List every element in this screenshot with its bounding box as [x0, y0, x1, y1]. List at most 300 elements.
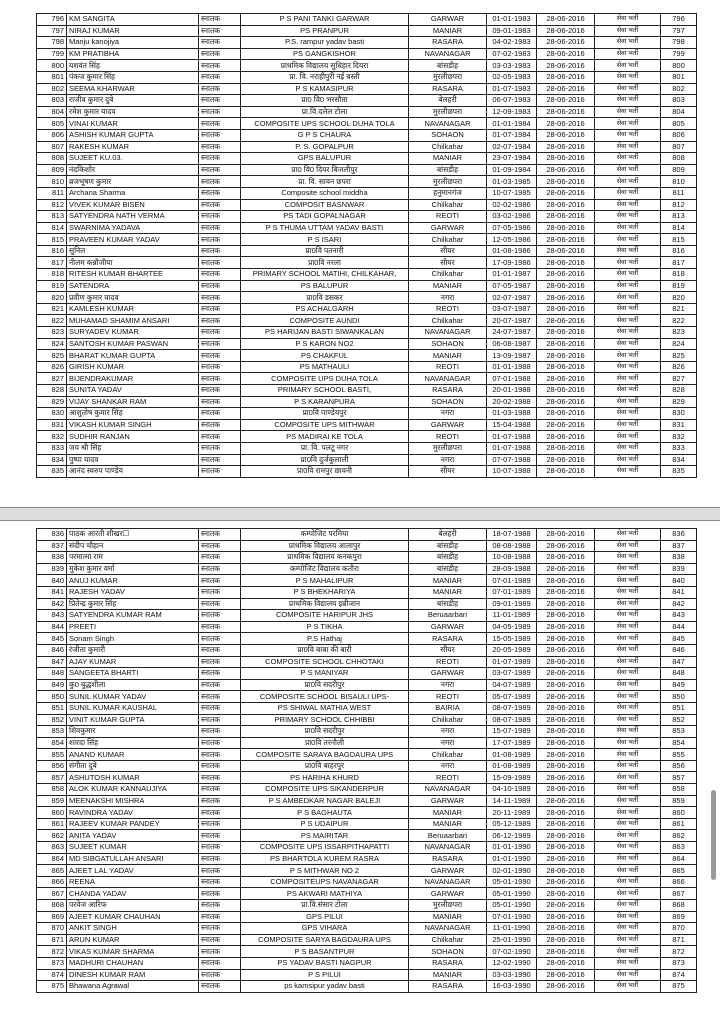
appointment-type-cell: सेवा भर्ती: [595, 211, 661, 223]
school-name-cell: COMPOSITE UPS MITHWAR: [241, 419, 409, 431]
birth-date-cell: 15-04-1988: [487, 419, 537, 431]
teacher-name-cell: रंजीता कुमारी: [67, 644, 199, 656]
qualification-cell: स्नातक: [199, 888, 241, 900]
qualification-cell: स्नातक: [199, 141, 241, 153]
serial-number-cell: 870: [37, 923, 67, 935]
school-name-cell: प्रा.वि.संसार टोला: [241, 900, 409, 912]
qualification-cell: स्नातक: [199, 164, 241, 176]
serial-number-cell: 853: [37, 726, 67, 738]
birth-date-cell: 01-01-1987: [487, 269, 537, 281]
table-row: [37, 14, 697, 26]
appointment-date-cell: 28-06-2016: [537, 60, 595, 72]
school-name-cell: प्रा0 वि0 भरसौता: [241, 95, 409, 107]
block-name-cell: Chilkahar: [409, 714, 487, 726]
serial-number-cell: 867: [37, 888, 67, 900]
block-name-cell: RASARA: [409, 385, 487, 397]
block-name-cell: NAVANAGAR: [409, 373, 487, 385]
birth-date-cell: 05-12-1989: [487, 818, 537, 830]
teacher-name-cell: SEEMA KHARWAR: [67, 83, 199, 95]
teacher-name-cell: NIRAJ KUMAR: [67, 25, 199, 37]
rank-number-cell: 856: [661, 760, 697, 772]
rank-number-cell: 822: [661, 315, 697, 327]
serial-number-cell: 810: [37, 176, 67, 188]
block-name-cell: Chilkahar: [409, 234, 487, 246]
table-row: [37, 540, 697, 552]
qualification-cell: स्नातक: [199, 702, 241, 714]
block-name-cell: Beruaarbari: [409, 610, 487, 622]
appointment-type-cell: सेवा भर्ती: [595, 529, 661, 541]
table-row: [37, 830, 697, 842]
block-name-cell: MANIAR: [409, 586, 487, 598]
block-name-cell: Chilkahar: [409, 749, 487, 761]
appointment-date-cell: 28-06-2016: [537, 211, 595, 223]
serial-number-cell: 825: [37, 350, 67, 362]
serial-number-cell: 804: [37, 106, 67, 118]
birth-date-cell: 01-01-1983: [487, 14, 537, 26]
table-row: [37, 129, 697, 141]
rank-number-cell: 824: [661, 338, 697, 350]
serial-number-cell: 861: [37, 818, 67, 830]
teacher-name-cell: VINAI KUMAR: [67, 118, 199, 130]
qualification-cell: स्नातक: [199, 338, 241, 350]
serial-number-cell: 875: [37, 981, 67, 993]
table-row: [37, 981, 697, 993]
table-row: [37, 419, 697, 431]
serial-number-cell: 831: [37, 419, 67, 431]
serial-number-cell: 828: [37, 385, 67, 397]
rank-number-cell: 803: [661, 95, 697, 107]
table-row: [37, 338, 697, 350]
appointment-date-cell: 28-06-2016: [537, 900, 595, 912]
qualification-cell: स्नातक: [199, 679, 241, 691]
serial-number-cell: 860: [37, 807, 67, 819]
birth-date-cell: 18-07-1988: [487, 529, 537, 541]
birth-date-cell: 12-02-1990: [487, 957, 537, 969]
appointment-type-cell: सेवा भर्ती: [595, 621, 661, 633]
block-name-cell: RASARA: [409, 981, 487, 993]
appointment-type-cell: सेवा भर्ती: [595, 714, 661, 726]
appointment-type-cell: सेवा भर्ती: [595, 644, 661, 656]
appointment-type-cell: सेवा भर्ती: [595, 106, 661, 118]
serial-number-cell: 827: [37, 373, 67, 385]
serial-number-cell: 868: [37, 900, 67, 912]
teacher-name-cell: Manju kanojiya: [67, 37, 199, 49]
block-name-cell: Chilkahar: [409, 269, 487, 281]
teacher-name-cell: RITESH KUMAR BHARTEE: [67, 269, 199, 281]
block-name-cell: GARWAR: [409, 795, 487, 807]
birth-date-cell: 05-01-1990: [487, 900, 537, 912]
teacher-name-cell: यशवंत सिंह: [67, 60, 199, 72]
school-name-cell: GPS PILUI: [241, 911, 409, 923]
teacher-name-cell: ANITA YADAV: [67, 830, 199, 842]
appointment-date-cell: 28-06-2016: [537, 807, 595, 819]
school-name-cell: P S PILUI: [241, 969, 409, 981]
birth-date-cell: 10-08-1988: [487, 552, 537, 564]
teacher-name-cell: जय श्री सिंह: [67, 442, 199, 454]
appointment-date-cell: 28-06-2016: [537, 888, 595, 900]
appointment-date-cell: 28-06-2016: [537, 466, 595, 478]
block-name-cell: MANIAR: [409, 969, 487, 981]
rank-number-cell: 833: [661, 442, 697, 454]
rank-number-cell: 802: [661, 83, 697, 95]
birth-date-cell: 15-07-1989: [487, 726, 537, 738]
school-name-cell: COMPOSITE SCHOOL BISAULI UPS-: [241, 691, 409, 703]
table-row: [37, 408, 697, 420]
serial-number-cell: 852: [37, 714, 67, 726]
teacher-name-cell: ASHISH KUMAR GUPTA: [67, 129, 199, 141]
table-row: [37, 923, 697, 935]
teacher-name-cell: परमात्मा राम: [67, 552, 199, 564]
rank-number-cell: 830: [661, 408, 697, 420]
qualification-cell: स्नातक: [199, 830, 241, 842]
table-row: [37, 749, 697, 761]
school-name-cell: P S KARANPURA: [241, 396, 409, 408]
teacher-name-cell: Sonam Singh: [67, 633, 199, 645]
rank-number-cell: 868: [661, 900, 697, 912]
appointment-type-cell: सेवा भर्ती: [595, 164, 661, 176]
block-name-cell: MANIAR: [409, 153, 487, 165]
birth-date-cell: 10-07-1988: [487, 466, 537, 478]
school-name-cell: PS HARIHA KHURD: [241, 772, 409, 784]
block-name-cell: BAIRIA: [409, 702, 487, 714]
block-name-cell: नगरा: [409, 679, 487, 691]
table-row: [37, 621, 697, 633]
school-name-cell: PS BALUPUR: [241, 280, 409, 292]
serial-number-cell: 800: [37, 60, 67, 72]
serial-number-cell: 859: [37, 795, 67, 807]
table-row: [37, 280, 697, 292]
block-name-cell: SOHAON: [409, 396, 487, 408]
serial-number-cell: 822: [37, 315, 67, 327]
appointment-type-cell: सेवा भर्ती: [595, 292, 661, 304]
teacher-name-cell: CHANDA YADAV: [67, 888, 199, 900]
table-row: [37, 714, 697, 726]
appointment-type-cell: सेवा भर्ती: [595, 772, 661, 784]
appointment-type-cell: सेवा भर्ती: [595, 911, 661, 923]
school-name-cell: Composite school middha: [241, 187, 409, 199]
birth-date-cell: 14-11-1989: [487, 795, 537, 807]
table-row: [37, 60, 697, 72]
birth-date-cell: 04-05-1989: [487, 621, 537, 633]
appointment-date-cell: 28-06-2016: [537, 552, 595, 564]
appointment-type-cell: सेवा भर्ती: [595, 153, 661, 165]
appointment-type-cell: सेवा भर्ती: [595, 552, 661, 564]
rank-number-cell: 858: [661, 784, 697, 796]
qualification-cell: स्नातक: [199, 350, 241, 362]
birth-date-cell: 07-01-1989: [487, 586, 537, 598]
birth-date-cell: 09-01-1983: [487, 25, 537, 37]
table-row: [37, 691, 697, 703]
table-row: [37, 292, 697, 304]
appointment-date-cell: 28-06-2016: [537, 327, 595, 339]
rank-number-cell: 820: [661, 292, 697, 304]
school-name-cell: P S TIKHA: [241, 621, 409, 633]
teacher-name-cell: Archana Sharma: [67, 187, 199, 199]
birth-date-cell: 03-02-1986: [487, 211, 537, 223]
block-name-cell: बांसडीह: [409, 552, 487, 564]
birth-date-cell: 08-08-1988: [487, 540, 537, 552]
birth-date-cell: 07-01-1988: [487, 373, 537, 385]
teacher-name-cell: RAVINDRA YADAV: [67, 807, 199, 819]
block-name-cell: REOTI: [409, 691, 487, 703]
school-name-cell: PS MATHAULI: [241, 361, 409, 373]
birth-date-cell: 01-07-1983: [487, 83, 537, 95]
appointment-date-cell: 28-06-2016: [537, 668, 595, 680]
school-name-cell: PS MAIRITAR: [241, 830, 409, 842]
serial-number-cell: 817: [37, 257, 67, 269]
appointment-date-cell: 28-06-2016: [537, 373, 595, 385]
birth-date-cell: 07-02-1990: [487, 946, 537, 958]
appointment-type-cell: सेवा भर्ती: [595, 633, 661, 645]
rank-number-cell: 870: [661, 923, 697, 935]
qualification-cell: स्नातक: [199, 714, 241, 726]
birth-date-cell: 09-01-1989: [487, 598, 537, 610]
rank-number-cell: 867: [661, 888, 697, 900]
qualification-cell: स्नातक: [199, 222, 241, 234]
qualification-cell: स्नातक: [199, 853, 241, 865]
qualification-cell: स्नातक: [199, 442, 241, 454]
qualification-cell: स्नातक: [199, 60, 241, 72]
school-name-cell: GPS VIHARA: [241, 923, 409, 935]
appointment-date-cell: 28-06-2016: [537, 818, 595, 830]
appointment-type-cell: सेवा भर्ती: [595, 726, 661, 738]
block-name-cell: MANIAR: [409, 575, 487, 587]
block-name-cell: MANIAR: [409, 280, 487, 292]
table-row: [37, 957, 697, 969]
teacher-name-cell: ANKIT SINGH: [67, 923, 199, 935]
qualification-cell: स्नातक: [199, 373, 241, 385]
serial-number-cell: 815: [37, 234, 67, 246]
table-row: [37, 610, 697, 622]
appointment-type-cell: सेवा भर्ती: [595, 222, 661, 234]
school-name-cell: प्रा0वि बाबा की बारी: [241, 644, 409, 656]
school-name-cell: COMPOSITE AUNDI: [241, 315, 409, 327]
serial-number-cell: 829: [37, 396, 67, 408]
appointment-date-cell: 28-06-2016: [537, 396, 595, 408]
block-name-cell: मुरलीछपरा: [409, 900, 487, 912]
rank-number-cell: 866: [661, 876, 697, 888]
block-name-cell: REOTI: [409, 656, 487, 668]
table-row: [37, 385, 697, 397]
block-name-cell: Chilkahar: [409, 315, 487, 327]
appointment-date-cell: 28-06-2016: [537, 957, 595, 969]
rank-number-cell: 831: [661, 419, 697, 431]
school-name-cell: प्रा0वि नरला: [241, 257, 409, 269]
birth-date-cell: 03-03-1990: [487, 969, 537, 981]
serial-number-cell: 838: [37, 552, 67, 564]
rank-number-cell: 821: [661, 303, 697, 315]
appointment-type-cell: सेवा भर्ती: [595, 141, 661, 153]
block-name-cell: नगरा: [409, 737, 487, 749]
serial-number-cell: 802: [37, 83, 67, 95]
qualification-cell: स्नातक: [199, 83, 241, 95]
serial-number-cell: 813: [37, 211, 67, 223]
rank-number-cell: 844: [661, 621, 697, 633]
school-name-cell: P S UDAIPUR: [241, 818, 409, 830]
appointment-date-cell: 28-06-2016: [537, 118, 595, 130]
appointment-type-cell: सेवा भर्ती: [595, 586, 661, 598]
serial-number-cell: 873: [37, 957, 67, 969]
appointment-date-cell: 28-06-2016: [537, 656, 595, 668]
appointment-date-cell: 28-06-2016: [537, 529, 595, 541]
teacher-name-cell: प्रवीण कुमार यादव: [67, 292, 199, 304]
rank-number-cell: 834: [661, 454, 697, 466]
school-name-cell: प्रा0वि डसकर: [241, 292, 409, 304]
teacher-name-cell: AJEET LAL YADAV: [67, 865, 199, 877]
teacher-name-cell: KM SANGITA: [67, 14, 199, 26]
table-row: [37, 760, 697, 772]
school-name-cell: P S THUMA UTTAM YADAV BASTI: [241, 222, 409, 234]
teacher-name-cell: SUJEET KU.03.: [67, 153, 199, 165]
serial-number-cell: 839: [37, 563, 67, 575]
table-row: [37, 361, 697, 373]
appointment-date-cell: 28-06-2016: [537, 842, 595, 854]
block-name-cell: RASARA: [409, 633, 487, 645]
serial-number-cell: 820: [37, 292, 67, 304]
block-name-cell: GARWAR: [409, 865, 487, 877]
rank-number-cell: 838: [661, 552, 697, 564]
school-name-cell: P S KARON NO2: [241, 338, 409, 350]
qualification-cell: स्नातक: [199, 575, 241, 587]
table-row: [37, 315, 697, 327]
school-name-cell: PS GANGKISHOR: [241, 48, 409, 60]
teacher-name-cell: MEENAKSHI MISHRA: [67, 795, 199, 807]
appointment-date-cell: 28-06-2016: [537, 361, 595, 373]
block-name-cell: MANIAR: [409, 818, 487, 830]
school-name-cell: G P S CHAURA: [241, 129, 409, 141]
block-name-cell: Chilkahar: [409, 934, 487, 946]
serial-number-cell: 837: [37, 540, 67, 552]
school-name-cell: प्राथमिक विद्यालय आलापुर: [241, 540, 409, 552]
qualification-cell: स्नातक: [199, 586, 241, 598]
rank-number-cell: 857: [661, 772, 697, 784]
serial-number-cell: 823: [37, 327, 67, 339]
school-name-cell: COMPOSIT BASNWAR: [241, 199, 409, 211]
block-name-cell: बांसडीह: [409, 164, 487, 176]
school-name-cell: COMPOSITE SARAYA BAGDAURA UPS: [241, 749, 409, 761]
rank-number-cell: 872: [661, 946, 697, 958]
appointment-date-cell: 28-06-2016: [537, 385, 595, 397]
appointment-type-cell: सेवा भर्ती: [595, 876, 661, 888]
teacher-name-cell: SANTOSH KUMAR PASWAN: [67, 338, 199, 350]
qualification-cell: स्नातक: [199, 361, 241, 373]
school-name-cell: P S ISARI: [241, 234, 409, 246]
table-row: [37, 350, 697, 362]
qualification-cell: स्नातक: [199, 211, 241, 223]
teacher-name-cell: ASHUTOSH KUMAR: [67, 772, 199, 784]
birth-date-cell: 06-12-1989: [487, 830, 537, 842]
teacher-name-cell: आनंद स्वरुप पाण्डेय: [67, 466, 199, 478]
block-name-cell: SOHAON: [409, 129, 487, 141]
block-name-cell: SOHAON: [409, 338, 487, 350]
qualification-cell: स्नातक: [199, 385, 241, 397]
teacher-list-table-1: [36, 13, 697, 478]
appointment-type-cell: सेवा भर्ती: [595, 303, 661, 315]
appointment-type-cell: सेवा भर्ती: [595, 969, 661, 981]
birth-date-cell: 07-07-1988: [487, 454, 537, 466]
birth-date-cell: 02-07-1987: [487, 292, 537, 304]
appointment-date-cell: 28-06-2016: [537, 95, 595, 107]
appointment-type-cell: सेवा भर्ती: [595, 563, 661, 575]
rank-number-cell: 804: [661, 106, 697, 118]
birth-date-cell: 07-02-1983: [487, 48, 537, 60]
table-row: [37, 529, 697, 541]
appointment-date-cell: 28-06-2016: [537, 315, 595, 327]
birth-date-cell: 28-09-1988: [487, 563, 537, 575]
appointment-type-cell: सेवा भर्ती: [595, 373, 661, 385]
appointment-type-cell: सेवा भर्ती: [595, 923, 661, 935]
table-row: [37, 48, 697, 60]
block-name-cell: SOHAON: [409, 946, 487, 958]
birth-date-cell: 07-01-1989: [487, 575, 537, 587]
appointment-date-cell: 28-06-2016: [537, 633, 595, 645]
qualification-cell: स्नातक: [199, 48, 241, 60]
appointment-date-cell: 28-06-2016: [537, 540, 595, 552]
table-row: [37, 176, 697, 188]
appointment-date-cell: 28-06-2016: [537, 419, 595, 431]
school-name-cell: PS CHAKFUL: [241, 350, 409, 362]
table-row: [37, 795, 697, 807]
school-name-cell: PS BHARTOLA KUREM RASRA: [241, 853, 409, 865]
school-name-cell: P S MITHWAR NO 2: [241, 865, 409, 877]
birth-date-cell: 02-02-1986: [487, 199, 537, 211]
teacher-name-cell: RAJESH YADAV: [67, 586, 199, 598]
appointment-date-cell: 28-06-2016: [537, 563, 595, 575]
school-name-cell: PS YADAV BASTI NAGPUR: [241, 957, 409, 969]
table-row: [37, 454, 697, 466]
rank-number-cell: 846: [661, 644, 697, 656]
appointment-type-cell: सेवा भर्ती: [595, 957, 661, 969]
birth-date-cell: 15-09-1989: [487, 772, 537, 784]
rank-number-cell: 819: [661, 280, 697, 292]
serial-number-cell: 826: [37, 361, 67, 373]
block-name-cell: सीयर: [409, 245, 487, 257]
block-name-cell: RASARA: [409, 37, 487, 49]
teacher-name-cell: VIVEK KUMAR BISEN: [67, 199, 199, 211]
school-name-cell: PRIMARY SCHOOL MATIHI, CHILKAHAR,: [241, 269, 409, 281]
table-row: [37, 234, 697, 246]
appointment-type-cell: सेवा भर्ती: [595, 234, 661, 246]
serial-number-cell: 851: [37, 702, 67, 714]
serial-number-cell: 872: [37, 946, 67, 958]
school-name-cell: ps kamsipur yadav basti: [241, 981, 409, 993]
appointment-type-cell: सेवा भर्ती: [595, 842, 661, 854]
table-row: [37, 95, 697, 107]
appointment-type-cell: सेवा भर्ती: [595, 14, 661, 26]
school-name-cell: PS ACHALGARH: [241, 303, 409, 315]
birth-date-cell: 03-07-1987: [487, 303, 537, 315]
teacher-name-cell: संगीता दुबे: [67, 760, 199, 772]
birth-date-cell: 17-07-1989: [487, 737, 537, 749]
teacher-name-cell: शिवकुमार: [67, 726, 199, 738]
appointment-type-cell: सेवा भर्ती: [595, 818, 661, 830]
teacher-name-cell: SUJEET KUMAR: [67, 842, 199, 854]
rank-number-cell: 864: [661, 853, 697, 865]
scrollbar-thumb[interactable]: [711, 790, 716, 880]
birth-date-cell: 02-07-1984: [487, 141, 537, 153]
block-name-cell: बेलहरी: [409, 95, 487, 107]
appointment-type-cell: सेवा भर्ती: [595, 691, 661, 703]
rank-number-cell: 860: [661, 807, 697, 819]
teacher-name-cell: KAMLESH KUMAR: [67, 303, 199, 315]
qualification-cell: स्नातक: [199, 923, 241, 935]
teacher-name-cell: ANAND KUMAR: [67, 749, 199, 761]
school-name-cell: P S BHEKHARIYA: [241, 586, 409, 598]
block-name-cell: बांसडीह: [409, 60, 487, 72]
teacher-name-cell: नंदकिशोर: [67, 164, 199, 176]
block-name-cell: RASARA: [409, 957, 487, 969]
serial-number-cell: 806: [37, 129, 67, 141]
